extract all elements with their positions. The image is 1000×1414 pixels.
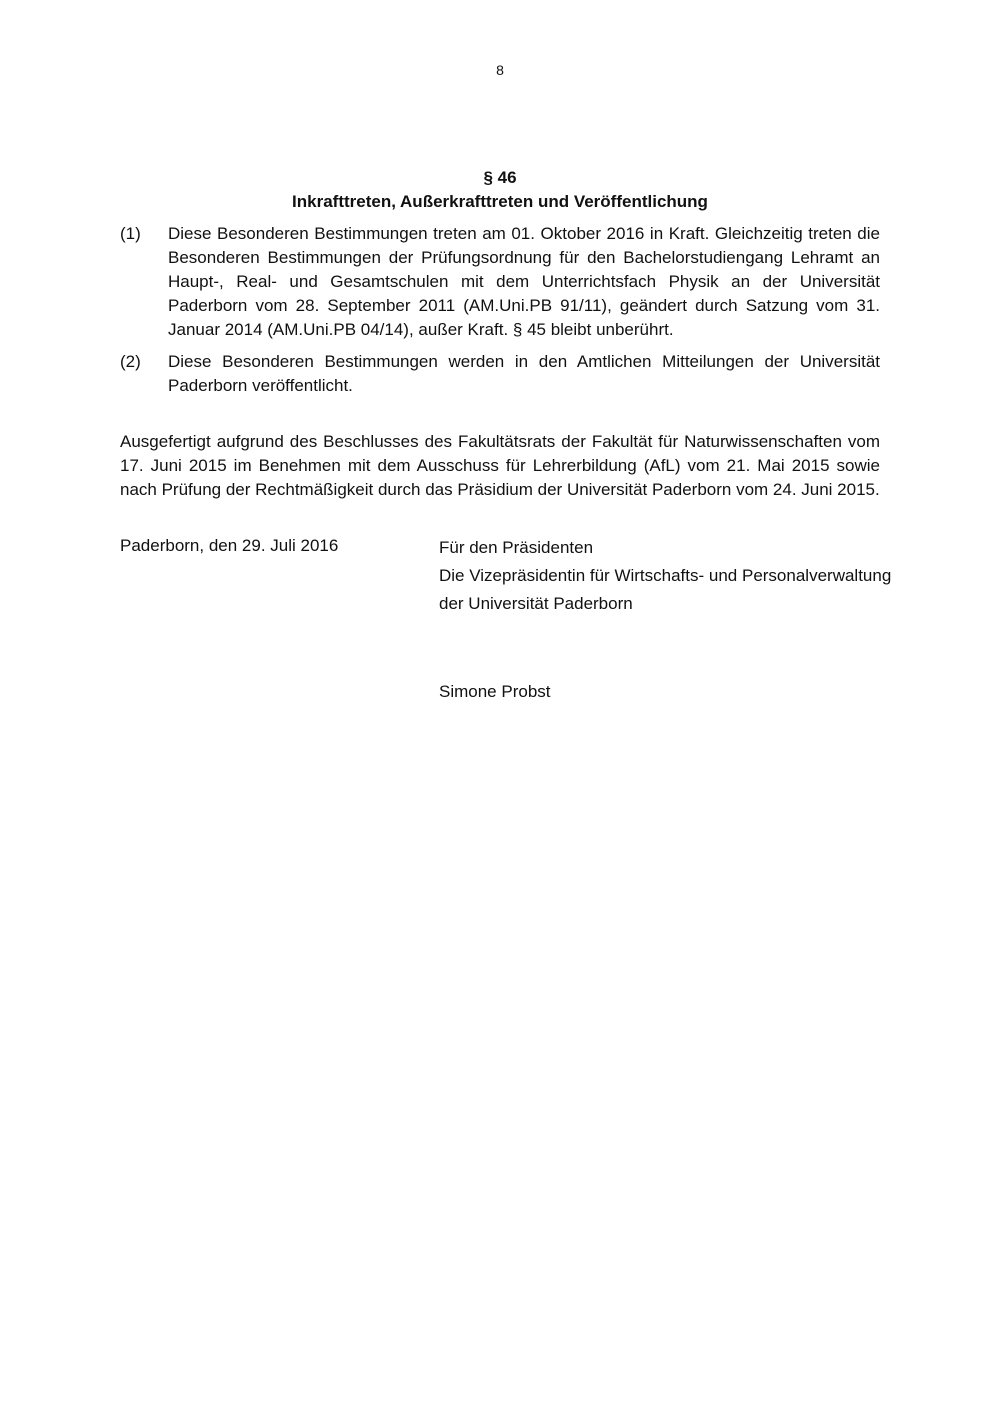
paragraph-label: (1) (120, 224, 141, 243)
paragraph-list (120, 222, 880, 406)
paragraph-1 (120, 222, 880, 342)
signatory-line: Die Vizepräsidentin für Wirtschafts- und Personalverwaltung (439, 566, 892, 585)
section-number: § 46 (483, 168, 517, 187)
signatory-name: Simone Probst (439, 682, 551, 701)
paragraph-text: Diese Besonderen Bestimmungen treten am 01. Oktober 2016 in Kraft. Gleichzeitig treten die Besonderen Bestimmungen der Prüfungsordnung für den Bachelorstudiengang Lehramt an Haupt-, Real- und Gesamtschulen mit dem Unterrichtsfach Physik an der Universität Paderborn vom 28. September 2011 (AM.Uni.PB 91/11), geändert durch Satzung vom 31. Januar 2014 (AM.Uni.PB 04/14), außer Kraft. § 45 bleibt unberührt. (168, 224, 880, 339)
signatory-line: Für den Präsidenten (439, 538, 594, 557)
paragraph-text: Diese Besonderen Bestimmungen werden in den Amtlichen Mitteilungen der Universität Paderborn veröffentlicht. (168, 352, 880, 395)
section-title: Inkrafttreten, Außerkrafttreten und Veröffentlichung (292, 192, 708, 211)
signatory-block (439, 534, 891, 618)
paragraph-2 (120, 350, 880, 398)
place-date: Paderborn, den 29. Juli 2016 (120, 536, 339, 555)
paragraph-label: (2) (120, 352, 141, 371)
enactment-clause: Ausgefertigt aufgrund des Beschlusses des Fakultätsrats der Fakultät für Naturwissenschaften vom 17. Juni 2015 im Benehmen mit dem Ausschuss für Lehrerbildung (AfL) vom 21. Mai 2015 sowie nach Prüfung der Rechtmäßigkeit durch das Präsidium der Universität Paderborn vom 24. Juni 2015. (120, 432, 880, 499)
signatory-line: der Universität Paderborn (439, 594, 633, 613)
page-number: 8 (496, 62, 504, 78)
section-heading (120, 166, 880, 214)
